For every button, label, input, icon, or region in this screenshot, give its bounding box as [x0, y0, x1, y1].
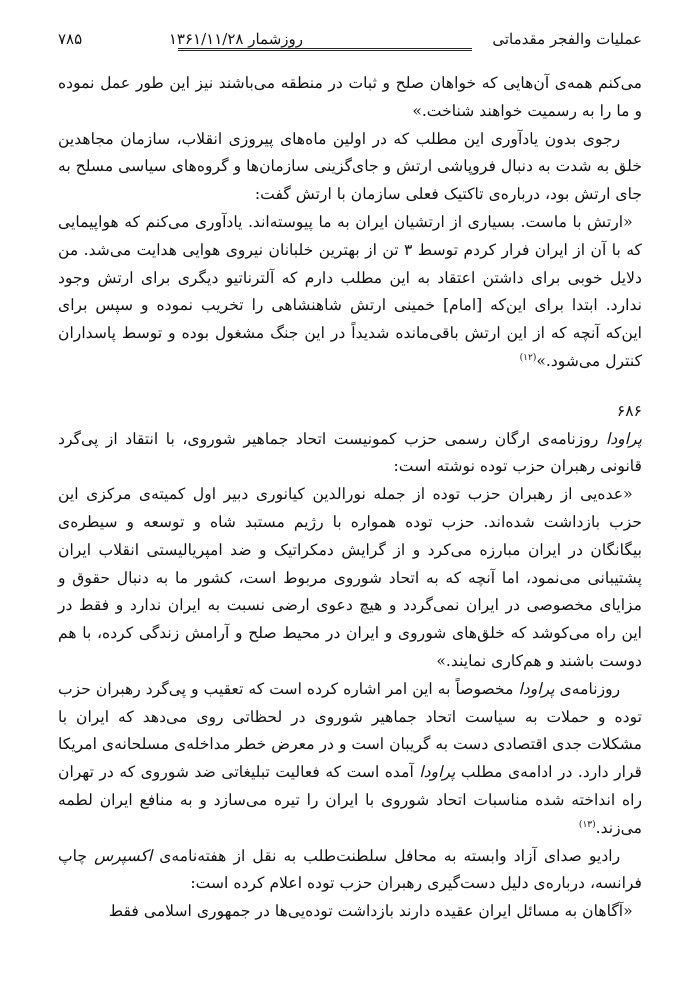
book-title: عملیات والفجر مقدماتی [492, 30, 642, 48]
header-date: روزشمار ۱۳۶۱/۱۱/۲۸ [165, 30, 307, 48]
p6-part-a: روزنامه‌ی [554, 679, 621, 698]
footnote-ref-13: (۱۳) [578, 819, 596, 830]
paragraph-8: «آگاهان به مسائل ایران عقیده دارند بازداشت توده‌یی‌ها در جمهوری اسلامی فقط [108, 902, 633, 921]
p7-part-c: چاپ فرانسه، درباره‌ی دلیل دست‌گیری رهبران حزب توده اعلام کرده است: [58, 846, 642, 893]
running-header [58, 28, 642, 54]
paragraph-6 [58, 676, 642, 843]
paragraph-1: می‌کنم همه‌ی آن‌هایی که خواهان صلح و ثبات در منطقه می‌باشند نیز این طور عمل نموده و ما را به رسمیت خواهند شناخت.» [58, 74, 642, 120]
paragraph-2: رجوی بدون یادآوری این مطلب که در اولین ماه‌های پیروزی انقلاب، سازمان مجاهدین خلق به شدت به دنبال فروپاشی ارتش و جای‌گزینی سازمان‌ها و گروه‌های سیاسی مسلح به جای ارتش بود، درباره‌ی تاکتیک فعلی سازمان با ارتش گفت: [58, 129, 642, 204]
newspaper-name: پراودا [605, 429, 642, 448]
page-number: ۷۸۵ [58, 30, 83, 48]
quote-text: «ارتش با ماست. بسیاری از ارتشیان ایران به ما پیوسته‌اند. یادآوری می‌کنم که هواپیمایی که با آن از ایران فرار کردم توسط ۳ تن از بهترین خلبانان نیروی هوایی هدایت می‌شد. من دلایل خوبی برای داشتن اعتقاد به این مطلب دارم که آلترناتیو دیگری برای ارتش وجود ندارد. ابتدا برای این‌که [امام] خمینی ارتش شاهنشاهی را تخریب نموده و سپس برای این‌که آنچه که از این ارتش باقی‌مانده شدیداً در این جنگ مشغول بوده و توسط پاسداران کنترل می‌شود.» [58, 212, 642, 370]
p6-newspaper-2: پراودا [419, 763, 456, 782]
paragraph-5: «عده‌یی از رهبران حزب توده از جمله نورالدین کیانوری دبیر اول کمیته‌ی مرکزی این حزب بازداشت شده‌اند. حزب توده همواره با رژیم مستبد شاه و توسعه و سیطره‌ی بیگانگان در ایران مبارزه می‌کرد و از گرایش دمکراتیک و ضد امپریالیستی انقلاب ایران پشتیبانی می‌نمود، اما آنچه که به اتحاد شوروی مربوط است، کشور ما به دنبال حقوق و مزایای مخصوصی در ایران نمی‌گردد و هیچ دعوی ارضی نسبت به ایران ندارد و فقط در این راه می‌کوشد که خلق‌های شوروی و ایران در محیط صلح و آرامش زندگی کرده، با هم دوست باشند و هم‌کاری نمایند.» [58, 485, 642, 670]
paragraph-3 [58, 209, 642, 376]
paragraph-7 [58, 843, 642, 899]
paragraph-4 [58, 426, 642, 482]
p6-newspaper-1: پراودا [518, 679, 555, 698]
p6-part-e: آمده است که فعالیت تبلیغاتی ضد شوروی که در تهران راه انداخته شده مناسبات اتحاد شوروی با ایران را تیره می‌سازد و به منافع ایران لطمه می‌زند. [58, 763, 642, 837]
entry-number: ۶۸۶ [616, 401, 642, 420]
p7-part-a: رادیو صدای آزاد وابسته به محافل سلطنت‌طلب به نقل از هفته‌نامه‌ی [152, 846, 621, 865]
p7-magazine: اکسپرس [94, 846, 153, 865]
paragraph-4-text: روزنامه‌ی ارگان رسمی حزب کمونیست اتحاد جماهیر شوروی، با انتقاد از پی‌گرد قانونی رهبران حزب توده نوشته است: [58, 429, 642, 476]
header-rule [178, 48, 472, 51]
page-body [58, 70, 642, 926]
p6-part-c: مخصوصاً به این امر اشاره کرده است که تعقیب و پی‌گرد رهبران حزب توده و حملات به سیاست اتحاد جماهیر شوروی در لحظاتی روی می‌دهد که ایران با مشکلات جدی اقتصادی دست به گریبان است و در معرض خطر مداخله‌ی مسلحانه‌ی امریکا قرار دارد. در ادامه‌ی مطلب [57, 679, 642, 782]
footnote-ref-12: (۱۲) [519, 352, 537, 363]
